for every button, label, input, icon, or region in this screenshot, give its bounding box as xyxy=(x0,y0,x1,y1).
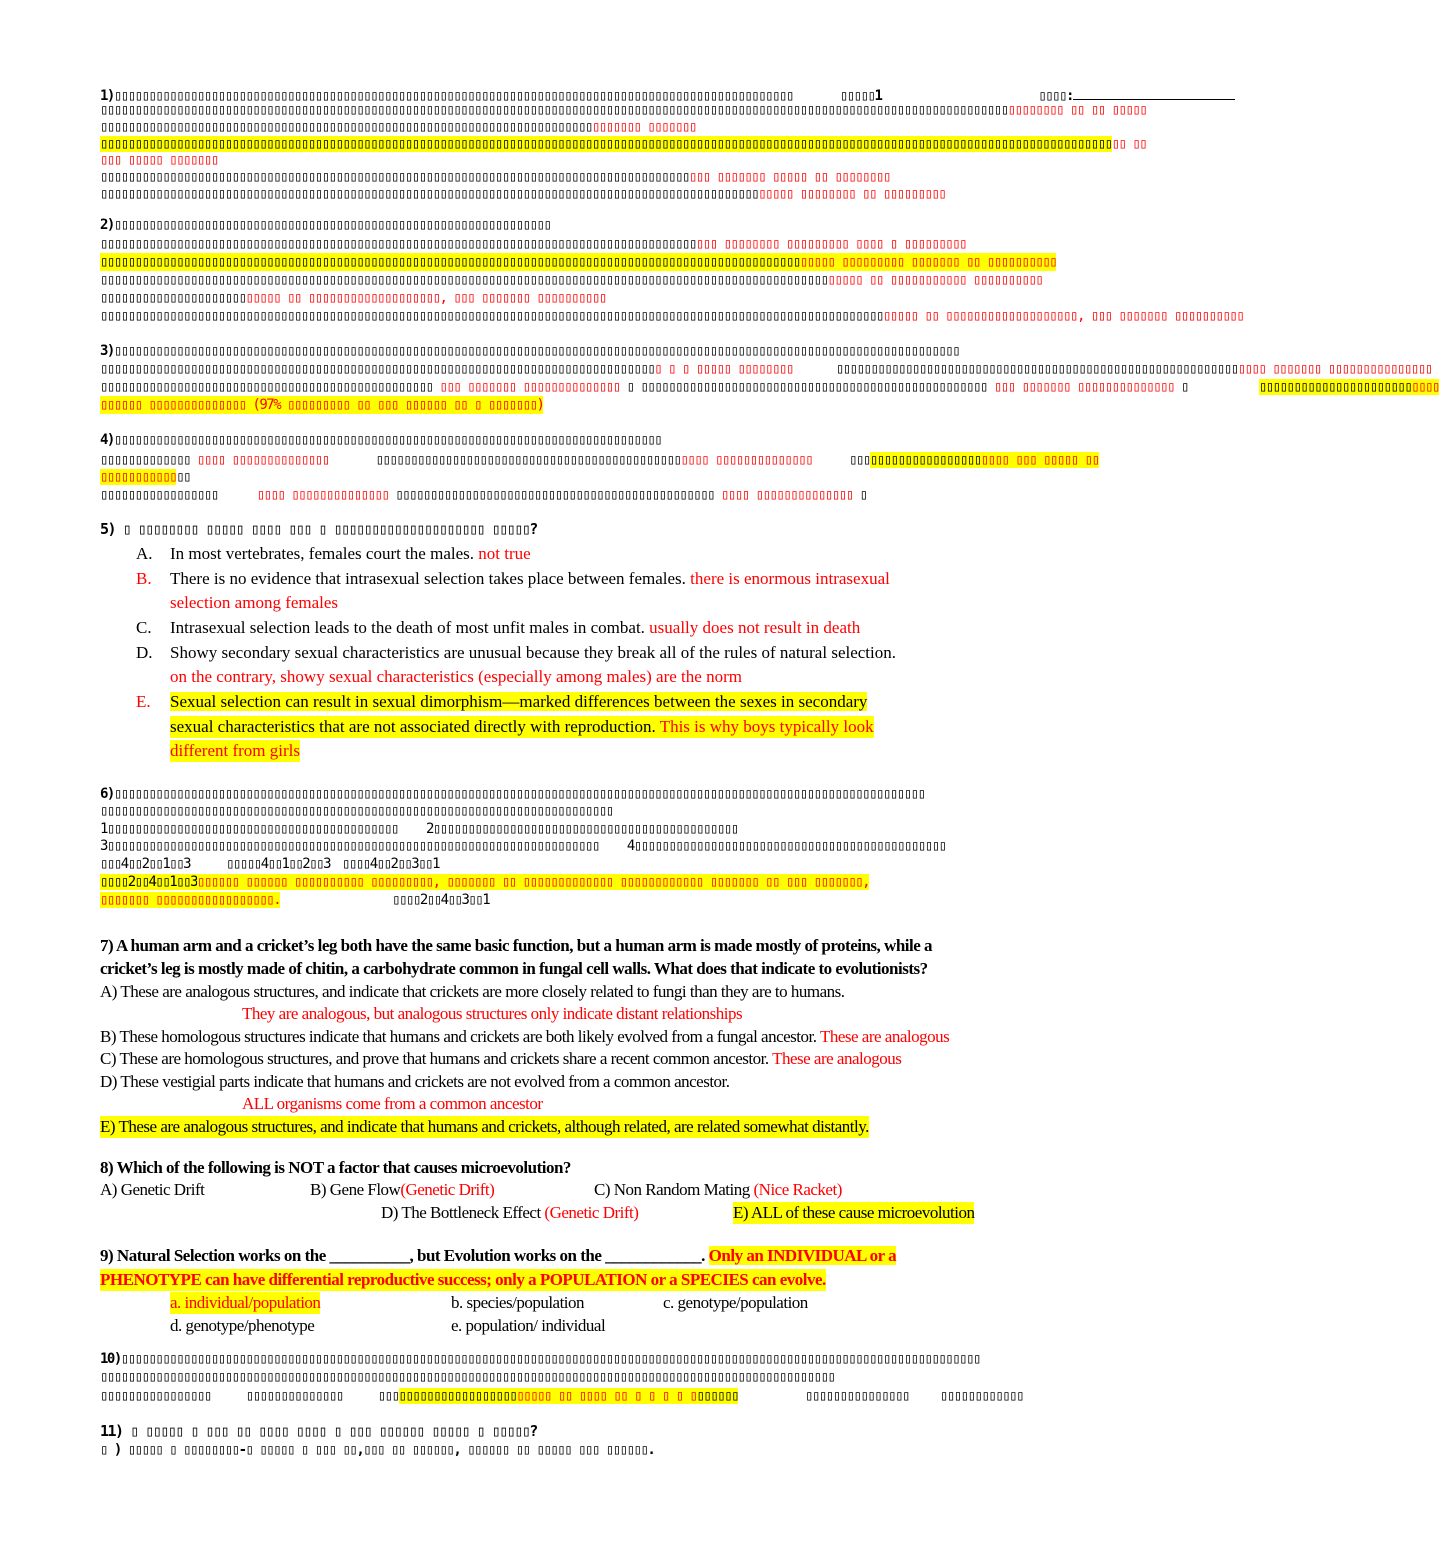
q5-title: 5) ▯ ▯▯▯▯▯▯▯▯ ▯▯▯▯▯ ▯▯▯▯ ▯▯▯ ▯ ▯▯▯▯▯▯▯▯▯▯▯▯▯▯▯▯▯▯▯▯ ▯▯▯▯▯? xyxy=(100,520,537,538)
q4-options-row2: ▯▯▯▯▯▯▯▯▯▯▯▯▯▯▯▯▯ ▯▯▯▯ ▯▯▯▯▯▯▯▯▯▯▯▯▯▯ ▯▯▯▯▯▯▯▯▯▯▯▯▯▯▯▯▯▯▯▯▯▯▯▯▯▯▯▯▯▯▯▯▯▯▯▯▯▯▯▯▯▯▯▯▯▯ ▯▯▯▯ ▯▯▯▯▯▯▯▯▯▯▯▯▯▯ ▯ xyxy=(100,487,867,503)
q6-title: 6)▯▯▯▯▯▯▯▯▯▯▯▯▯▯▯▯▯▯▯▯▯▯▯▯▯▯▯▯▯▯▯▯▯▯▯▯▯▯▯▯▯▯▯▯▯▯▯▯▯▯▯▯▯▯▯▯▯▯▯▯▯▯▯▯▯▯▯▯▯▯▯▯▯▯▯▯▯▯▯▯▯▯▯▯▯▯▯▯▯▯▯▯▯▯▯▯▯▯▯▯▯▯▯▯▯▯▯▯▯▯▯▯▯▯▯▯▯ xyxy=(100,786,925,802)
q7-option-a: A) These are analogous structures, and indicate that crickets are more closely related to fungi than they are to humans. xyxy=(100,982,845,1001)
q2-option-d: ▯▯▯▯▯▯▯▯▯▯▯▯▯▯▯▯▯▯▯▯▯▯▯▯▯▯ ▯▯ ▯▯▯▯▯▯▯▯▯▯▯▯▯▯▯▯▯▯▯, ▯▯▯ ▯▯▯▯▯▯▯ ▯▯▯▯▯▯▯▯▯▯ xyxy=(100,290,606,306)
q1-a-note: ▯▯▯▯▯▯▯▯ ▯▯ ▯▯ ▯▯▯▯▯ xyxy=(1007,102,1147,118)
q7-title2: cricket’s leg is mostly made of chitin, a carbohydrate common in fungal cell walls. What does that indicate to evolutionists? xyxy=(100,959,928,978)
q7-option-e: E) These are analogous structures, and indicate that humans and crickets, although related, are related somewhat distantly. xyxy=(100,1117,869,1136)
q3-c-note: ▯▯▯ ▯▯▯▯▯▯▯ ▯▯▯▯▯▯▯▯▯▯▯▯▯▯ xyxy=(439,379,620,395)
q1-option-e: ▯▯▯▯▯▯▯▯▯▯▯▯▯▯▯▯▯▯▯▯▯▯▯▯▯▯▯▯▯▯▯▯▯▯▯▯▯▯▯▯▯▯▯▯▯▯▯▯▯▯▯▯▯▯▯▯▯▯▯▯▯▯▯▯▯▯▯▯▯▯▯▯▯▯▯▯▯▯▯▯▯▯▯▯▯▯▯▯▯▯▯▯▯▯▯▯▯▯▯▯ ▯▯▯▯▯▯▯▯ ▯▯ ▯▯▯▯▯▯▯▯▯ xyxy=(100,186,946,202)
q6-option-d: ▯▯▯▯2▯▯4▯▯1▯▯3▯▯▯▯▯▯ ▯▯▯▯▯▯ ▯▯▯▯▯▯▯▯▯▯ ▯▯▯▯▯▯▯▯▯, ▯▯▯▯▯▯▯ ▯▯ ▯▯▯▯▯▯▯▯▯▯▯▯▯ ▯▯▯▯▯▯▯▯▯▯▯▯ ▯▯▯▯▯▯▯ ▯▯ ▯▯▯ ▯▯▯▯▯▯▯, xyxy=(100,874,870,890)
q5-c-note: usually does not result in death xyxy=(649,618,861,637)
q6-items-row2: 3▯▯▯▯▯▯▯▯▯▯▯▯▯▯▯▯▯▯▯▯▯▯▯▯▯▯▯▯▯▯▯▯▯▯▯▯▯▯▯▯▯▯▯▯▯▯▯▯▯▯▯▯▯▯▯▯▯▯▯▯▯▯▯▯▯▯▯▯▯▯▯ 4▯▯▯▯▯▯▯▯▯▯▯▯▯▯▯▯▯▯▯▯▯▯▯▯▯▯▯▯▯▯▯▯▯▯▯▯▯▯▯▯▯▯▯▯▯ xyxy=(100,838,946,854)
q9-title: 9) Natural Selection works on the __________, but Evolution works on the ____________. Only an INDIVIDUAL or a xyxy=(100,1246,897,1265)
q2-d-note: ▯▯▯▯▯ ▯▯ ▯▯▯▯▯▯▯▯▯▯▯▯▯▯▯▯▯▯▯, ▯▯▯ ▯▯▯▯▯▯▯ ▯▯▯▯▯▯▯▯▯▯ xyxy=(245,290,606,306)
q5-option-b: B. There is no evidence that intrasexual selection takes place between females. there is enormous intrasexual xyxy=(136,569,890,588)
q8-option-d: D) The Bottleneck Effect (Genetic Drift) xyxy=(381,1203,639,1222)
q6-option-e: ▯▯▯▯▯▯▯ ▯▯▯▯▯▯▯▯▯▯▯▯▯▯▯▯▯. ▯▯▯▯2▯▯4▯▯3▯▯1 xyxy=(100,892,490,908)
q4-title: 4)▯▯▯▯▯▯▯▯▯▯▯▯▯▯▯▯▯▯▯▯▯▯▯▯▯▯▯▯▯▯▯▯▯▯▯▯▯▯▯▯▯▯▯▯▯▯▯▯▯▯▯▯▯▯▯▯▯▯▯▯▯▯▯▯▯▯▯▯▯▯▯▯▯▯▯▯▯▯▯ xyxy=(100,432,662,448)
q5-e-note: This is why boys typically look xyxy=(659,717,874,736)
q3-title: 3)▯▯▯▯▯▯▯▯▯▯▯▯▯▯▯▯▯▯▯▯▯▯▯▯▯▯▯▯▯▯▯▯▯▯▯▯▯▯▯▯▯▯▯▯▯▯▯▯▯▯▯▯▯▯▯▯▯▯▯▯▯▯▯▯▯▯▯▯▯▯▯▯▯▯▯▯▯▯▯▯▯▯▯▯▯▯▯▯▯▯▯▯▯▯▯▯▯▯▯▯▯▯▯▯▯▯▯▯▯▯▯▯▯▯▯▯▯▯▯▯▯▯ xyxy=(100,343,960,359)
q6-d-note: ▯▯▯▯▯▯ ▯▯▯▯▯▯ ▯▯▯▯▯▯▯▯▯▯ ▯▯▯▯▯▯▯▯▯, ▯▯▯▯▯▯▯ ▯▯ ▯▯▯▯▯▯▯▯▯▯▯▯▯ ▯▯▯▯▯▯▯▯▯▯▯▯ ▯▯▯▯▯▯▯ ▯▯ ▯▯▯ ▯▯▯▯▯▯▯, xyxy=(197,874,870,890)
q5-d-note: on the contrary, showy sexual characteristics (especially among males) are the norm xyxy=(170,667,742,686)
q5-b-note: there is enormous intrasexual xyxy=(690,569,890,588)
q8-c-note: (Nice Racket) xyxy=(753,1180,842,1199)
q6-d-note2: ▯▯▯▯▯▯▯ ▯▯▯▯▯▯▯▯▯▯▯▯▯▯▯▯▯. xyxy=(100,892,281,908)
q1-d-note: ▯▯▯ ▯▯▯▯▯▯▯ ▯▯▯▯▯ ▯▯ ▯▯▯▯▯▯▯▯ xyxy=(688,169,890,185)
q9-title2: PHENOTYPE can have differential reproductive success; only a POPULATION or a SPECIES can evolve. xyxy=(100,1270,826,1289)
q1-c-note: ▯▯ ▯▯ xyxy=(1111,136,1147,152)
q3-a-note: ▯ ▯ ▯ ▯▯▯▯▯ ▯▯▯▯▯▯▯▯ xyxy=(654,361,793,377)
q2-c-note: ▯▯▯▯▯ ▯▯ ▯▯▯▯▯▯▯▯▯▯▯ ▯▯▯▯▯▯▯▯▯▯ xyxy=(827,272,1043,288)
q8-option-a: A) Genetic Drift xyxy=(100,1180,205,1199)
q6-items-row1: 1▯▯▯▯▯▯▯▯▯▯▯▯▯▯▯▯▯▯▯▯▯▯▯▯▯▯▯▯▯▯▯▯▯▯▯▯▯▯▯▯▯▯ 2▯▯▯▯▯▯▯▯▯▯▯▯▯▯▯▯▯▯▯▯▯▯▯▯▯▯▯▯▯▯▯▯▯▯▯▯▯▯▯▯▯▯▯▯ xyxy=(100,821,738,837)
q7-b-note: These are analogous xyxy=(819,1027,950,1046)
q8-option-e: E) ALL of these cause microevolution xyxy=(733,1203,975,1222)
q3-option-cde: ▯▯▯▯▯▯▯▯▯▯▯▯▯▯▯▯▯▯▯▯▯▯▯▯▯▯▯▯▯▯▯▯▯▯▯▯▯▯▯▯▯▯▯▯▯▯▯▯ ▯▯▯ ▯▯▯▯▯▯▯ ▯▯▯▯▯▯▯▯▯▯▯▯▯▯ ▯ ▯▯▯▯▯▯▯▯▯▯▯▯▯▯▯▯▯▯▯▯▯▯▯▯▯▯▯▯▯▯▯▯▯▯▯▯▯▯▯▯▯▯▯▯▯▯▯▯▯▯ ▯▯▯ ▯▯▯▯▯▯▯ ▯▯▯▯▯▯▯▯▯▯▯▯▯▯ ▯ ▯▯▯▯▯▯▯▯▯▯▯▯▯▯▯▯▯▯▯▯▯▯▯▯▯▯ xyxy=(100,379,1439,395)
q1-option-d: ▯▯▯▯▯▯▯▯▯▯▯▯▯▯▯▯▯▯▯▯▯▯▯▯▯▯▯▯▯▯▯▯▯▯▯▯▯▯▯▯▯▯▯▯▯▯▯▯▯▯▯▯▯▯▯▯▯▯▯▯▯▯▯▯▯▯▯▯▯▯▯▯▯▯▯▯▯▯▯▯▯▯▯▯▯▯▯▯ ▯▯▯▯▯▯▯ ▯▯▯▯▯ ▯▯ ▯▯▯▯▯▯▯▯ xyxy=(100,169,890,185)
q11-title: 11) ▯ ▯▯▯▯▯ ▯ ▯▯▯ ▯▯ ▯▯▯▯ ▯▯▯▯ ▯ ▯▯▯ ▯▯▯▯▯▯ ▯▯▯▯▯ ▯ ▯▯▯▯▯? xyxy=(100,1422,537,1440)
q6-options-row: ▯▯▯4▯▯2▯▯1▯▯3 ▯▯▯▯▯4▯▯1▯▯2▯▯3 ▯▯▯▯4▯▯2▯▯3▯▯1 xyxy=(100,856,440,872)
q3-e-note2: ▯▯▯▯▯▯ ▯▯▯▯▯▯▯▯▯▯▯▯▯▯ (97% ▯▯▯▯▯▯▯▯▯ ▯▯ ▯▯▯ ▯▯▯▯▯▯ ▯▯ ▯ ▯▯▯▯▯▯▯) xyxy=(100,397,544,413)
q3-option-ab: ▯▯▯▯▯▯▯▯▯▯▯▯▯▯▯▯▯▯▯▯▯▯▯▯▯▯▯▯▯▯▯▯▯▯▯▯▯▯▯▯▯▯▯▯▯▯▯▯▯▯▯▯▯▯▯▯▯▯▯▯▯▯▯▯▯▯▯▯▯▯▯▯▯▯▯▯▯▯▯▯▯ ▯ ▯ ▯▯▯▯▯ ▯▯▯▯▯▯▯▯ ▯▯▯▯▯▯▯▯▯▯▯▯▯▯▯▯▯▯▯▯▯▯▯▯▯▯▯▯▯▯▯▯▯▯▯▯▯▯▯▯▯▯▯▯▯▯▯▯▯▯▯▯▯▯▯▯▯▯▯▯▯▯ ▯▯▯▯▯▯▯ ▯▯▯▯▯▯▯▯▯▯▯▯▯▯▯ xyxy=(100,361,1432,377)
q1-option-b: ▯▯▯▯▯▯▯▯▯▯▯▯▯▯▯▯▯▯▯▯▯▯▯▯▯▯▯▯▯▯▯▯▯▯▯▯▯▯▯▯▯▯▯▯▯▯▯▯▯▯▯▯▯▯▯▯▯▯▯▯▯▯▯▯▯▯▯▯▯▯▯▯▯▯▯▯▯▯ ▯▯▯▯▯▯▯ xyxy=(100,119,696,135)
q9-option-e: e. population/ individual xyxy=(451,1316,606,1335)
q7-option-d: D) These vestigial parts indicate that humans and crickets are not evolved from a common ancestor. xyxy=(100,1072,730,1091)
q2-option-c: ▯▯▯▯▯▯▯▯▯▯▯▯▯▯▯▯▯▯▯▯▯▯▯▯▯▯▯▯▯▯▯▯▯▯▯▯▯▯▯▯▯▯▯▯▯▯▯▯▯▯▯▯▯▯▯▯▯▯▯▯▯▯▯▯▯▯▯▯▯▯▯▯▯▯▯▯▯▯▯▯▯▯▯▯▯▯▯▯▯▯▯▯▯▯▯▯▯▯▯▯▯▯▯▯▯▯▯▯▯▯ ▯▯ ▯▯▯▯▯▯▯▯▯▯▯ ▯▯▯▯▯▯▯▯▯▯ xyxy=(100,272,1043,288)
q5-e-cont: sexual characteristics that are not associated directly with reproduction. This is why boys typically look xyxy=(170,717,874,736)
q9-option-c: c. genotype/population xyxy=(663,1293,808,1312)
q9-option-b: b. species/population xyxy=(451,1293,585,1312)
q8-option-b: B) Gene Flow(Genetic Drift) xyxy=(310,1180,495,1199)
q2-b-note: ▯▯▯▯▯ ▯▯▯▯▯▯▯▯▯ ▯▯▯▯▯▯▯ ▯▯ ▯▯▯▯▯▯▯▯▯▯ xyxy=(799,254,1057,270)
q4-c-note: ▯▯▯▯ ▯▯▯ ▯▯▯▯▯ ▯▯ xyxy=(980,452,1099,468)
name-blank[interactable] xyxy=(1073,83,1235,100)
q2-option-e: ▯▯▯▯▯▯▯▯▯▯▯▯▯▯▯▯▯▯▯▯▯▯▯▯▯▯▯▯▯▯▯▯▯▯▯▯▯▯▯▯▯▯▯▯▯▯▯▯▯▯▯▯▯▯▯▯▯▯▯▯▯▯▯▯▯▯▯▯▯▯▯▯▯▯▯▯▯▯▯▯▯▯▯▯▯▯▯▯▯▯▯▯▯▯▯▯▯▯▯▯▯▯▯▯▯▯▯▯▯▯▯▯▯▯▯▯▯▯ ▯▯ ▯▯▯▯▯▯▯▯▯▯▯▯▯▯▯▯▯▯▯, ▯▯▯ ▯▯▯▯▯▯▯ ▯▯▯▯▯▯▯▯▯▯ xyxy=(100,308,1244,324)
q7-d-note: ALL organisms come from a common ancestor xyxy=(242,1094,543,1113)
q5-option-c: C. Intrasexual selection leads to the death of most unfit males in combat. usually does not result in death xyxy=(136,618,861,637)
q7-a-note: They are analogous, but analogous structures only indicate distant relationships xyxy=(242,1004,743,1023)
q1-title: 1)▯▯▯▯▯▯▯▯▯▯▯▯▯▯▯▯▯▯▯▯▯▯▯▯▯▯▯▯▯▯▯▯▯▯▯▯▯▯▯▯▯▯▯▯▯▯▯▯▯▯▯▯▯▯▯▯▯▯▯▯▯▯▯▯▯▯▯▯▯▯▯▯▯▯▯▯▯▯▯▯▯▯▯▯▯▯▯▯▯▯▯▯▯▯▯▯▯▯ xyxy=(100,88,793,104)
q5-b-note2: selection among females xyxy=(170,593,339,612)
q10-title: 10)▯▯▯▯▯▯▯▯▯▯▯▯▯▯▯▯▯▯▯▯▯▯▯▯▯▯▯▯▯▯▯▯▯▯▯▯▯▯▯▯▯▯▯▯▯▯▯▯▯▯▯▯▯▯▯▯▯▯▯▯▯▯▯▯▯▯▯▯▯▯▯▯▯▯▯▯▯▯▯▯▯▯▯▯▯▯▯▯▯▯▯▯▯▯▯▯▯▯▯▯▯▯▯▯▯▯▯▯▯▯▯▯▯▯▯▯▯▯▯▯▯▯▯▯ xyxy=(100,1351,980,1367)
q10-c-note: ▯▯▯▯▯ ▯▯ ▯▯▯▯ ▯▯ ▯ ▯ ▯ ▯ ▯ xyxy=(516,1388,697,1404)
q3-b-note: ▯▯▯▯ ▯▯▯▯▯▯▯ ▯▯▯▯▯▯▯▯▯▯▯▯▯▯▯ xyxy=(1237,361,1432,377)
q8-title: 8) Which of the following is NOT a factor that causes microevolution? xyxy=(100,1158,571,1177)
q9-option-d: d. genotype/phenotype xyxy=(170,1316,315,1335)
q5-a-note: not true xyxy=(478,544,531,563)
q4-options-row1: ▯▯▯▯▯▯▯▯▯▯▯▯▯ ▯▯▯▯ ▯▯▯▯▯▯▯▯▯▯▯▯▯▯ ▯▯▯▯▯▯▯▯▯▯▯▯▯▯▯▯▯▯▯▯▯▯▯▯▯▯▯▯▯▯▯▯▯▯▯▯▯▯▯▯▯▯▯▯▯▯▯▯ ▯▯▯▯▯▯▯▯▯▯▯▯▯▯ ▯▯▯▯▯▯▯▯▯▯▯▯▯▯▯▯▯▯▯▯▯▯▯ ▯▯▯ ▯▯▯▯▯ ▯▯ xyxy=(100,452,1099,468)
q7-title: 7) A human arm and a cricket’s leg both have the same basic function, but a human arm is made mostly of proteins, while a xyxy=(100,936,933,955)
q1-c-note2: ▯▯▯ ▯▯▯▯▯ ▯▯▯▯▯▯▯ xyxy=(100,152,218,168)
q1-e-note: ▯▯▯▯▯ ▯▯▯▯▯▯▯▯ ▯▯ ▯▯▯▯▯▯▯▯▯ xyxy=(758,186,946,202)
q4-c-cont: ▯▯▯▯▯▯▯▯▯▯▯▯▯ xyxy=(100,469,191,485)
q8-option-c: C) Non Random Mating (Nice Racket) xyxy=(594,1180,842,1199)
q11-option-a: ▯ ) ▯▯▯▯▯ ▯ ▯▯▯▯▯▯▯▯-▯ ▯▯▯▯▯ ▯ ▯▯▯ ▯▯,▯▯▯ ▯▯ ▯▯▯▯▯▯, ▯▯▯▯▯▯ ▯▯ ▯▯▯▯▯ ▯▯▯ ▯▯▯▯▯▯. xyxy=(100,1442,655,1458)
q2-e-note: ▯▯▯▯▯ ▯▯ ▯▯▯▯▯▯▯▯▯▯▯▯▯▯▯▯▯▯▯, ▯▯▯ ▯▯▯▯▯▯▯ ▯▯▯▯▯▯▯▯▯▯ xyxy=(882,308,1244,324)
q3-d-note: ▯▯▯ ▯▯▯▯▯▯▯ ▯▯▯▯▯▯▯▯▯▯▯▯▯▯ xyxy=(993,379,1175,395)
q7-c-note: These are analogous xyxy=(772,1049,902,1068)
q2-option-b: ▯▯▯▯▯▯▯▯▯▯▯▯▯▯▯▯▯▯▯▯▯▯▯▯▯▯▯▯▯▯▯▯▯▯▯▯▯▯▯▯▯▯▯▯▯▯▯▯▯▯▯▯▯▯▯▯▯▯▯▯▯▯▯▯▯▯▯▯▯▯▯▯▯▯▯▯▯▯▯▯▯▯▯▯▯▯▯▯▯▯▯▯▯▯▯▯▯▯▯▯▯▯▯▯▯▯ ▯▯▯▯▯▯▯▯▯ ▯▯▯▯▯▯▯ ▯▯ ▯▯▯▯▯▯▯▯▯▯ xyxy=(100,254,1057,270)
q2-title: 2)▯▯▯▯▯▯▯▯▯▯▯▯▯▯▯▯▯▯▯▯▯▯▯▯▯▯▯▯▯▯▯▯▯▯▯▯▯▯▯▯▯▯▯▯▯▯▯▯▯▯▯▯▯▯▯▯▯▯▯▯▯▯▯ xyxy=(100,217,551,233)
q3-e-note: ▯▯▯▯ xyxy=(1411,379,1439,395)
q1-version: ▯▯▯▯▯1 xyxy=(839,88,882,104)
q1-name-label: ▯▯▯▯: xyxy=(1038,88,1073,104)
q4-a-note: ▯▯▯▯ ▯▯▯▯▯▯▯▯▯▯▯▯▯▯ xyxy=(197,452,329,468)
q5-e-note2: different from girls xyxy=(170,741,300,760)
q10-title2: ▯▯▯▯▯▯▯▯▯▯▯▯▯▯▯▯▯▯▯▯▯▯▯▯▯▯▯▯▯▯▯▯▯▯▯▯▯▯▯▯▯▯▯▯▯▯▯▯▯▯▯▯▯▯▯▯▯▯▯▯▯▯▯▯▯▯▯▯▯▯▯▯▯▯▯▯▯▯▯▯▯▯▯▯▯▯▯▯▯▯▯▯▯▯▯▯▯▯▯▯▯▯▯▯▯▯ xyxy=(100,1369,835,1385)
q1-option-a: ▯▯▯▯▯▯▯▯▯▯▯▯▯▯▯▯▯▯▯▯▯▯▯▯▯▯▯▯▯▯▯▯▯▯▯▯▯▯▯▯▯▯▯▯▯▯▯▯▯▯▯▯▯▯▯▯▯▯▯▯▯▯▯▯▯▯▯▯▯▯▯▯▯▯▯▯▯▯▯▯▯▯▯▯▯▯▯▯▯▯▯▯▯▯▯▯▯▯▯▯▯▯▯▯▯▯▯▯▯▯▯▯▯▯▯▯▯▯▯▯▯▯▯▯▯▯▯▯▯▯▯▯▯▯▯▯▯▯▯ ▯▯ ▯▯ ▯▯▯▯▯ xyxy=(100,102,1147,118)
q7-option-b: B) These homologous structures indicate that humans and crickets are both likely evolved from a fungal ancestor. These are analogous xyxy=(100,1027,950,1046)
q5-option-a: A. In most vertebrates, females court the males. not true xyxy=(136,544,531,563)
q9-note: Only an INDIVIDUAL or a xyxy=(708,1246,897,1265)
q1-option-c: ▯▯▯▯▯▯▯▯▯▯▯▯▯▯▯▯▯▯▯▯▯▯▯▯▯▯▯▯▯▯▯▯▯▯▯▯▯▯▯▯▯▯▯▯▯▯▯▯▯▯▯▯▯▯▯▯▯▯▯▯▯▯▯▯▯▯▯▯▯▯▯▯▯▯▯▯▯▯▯▯▯▯▯▯▯▯▯▯▯▯▯▯▯▯▯▯▯▯▯▯▯▯▯▯▯▯▯▯▯▯▯▯▯▯▯▯▯▯▯▯▯▯▯▯▯▯▯▯▯▯▯▯▯▯▯▯▯▯▯▯▯▯▯▯▯▯▯▯ ▯▯ xyxy=(100,136,1147,152)
q1-b-note: ▯▯▯▯▯▯▯ ▯▯▯▯▯▯▯ xyxy=(591,119,696,135)
q9-option-a: a. individual/population xyxy=(170,1293,321,1312)
q2-option-a: ▯▯▯▯▯▯▯▯▯▯▯▯▯▯▯▯▯▯▯▯▯▯▯▯▯▯▯▯▯▯▯▯▯▯▯▯▯▯▯▯▯▯▯▯▯▯▯▯▯▯▯▯▯▯▯▯▯▯▯▯▯▯▯▯▯▯▯▯▯▯▯▯▯▯▯▯▯▯▯▯▯▯▯▯▯▯▯▯▯ ▯▯▯▯▯▯▯▯ ▯▯▯▯▯▯▯▯▯ ▯▯▯▯ ▯ ▯▯▯▯▯▯▯▯▯ xyxy=(100,236,967,252)
q10-options: ▯▯▯▯▯▯▯▯▯▯▯▯▯▯▯▯ ▯▯▯▯▯▯▯▯▯▯▯▯▯▯ ▯▯▯▯▯▯▯▯▯▯▯▯▯▯▯▯▯▯▯▯▯▯▯▯▯ ▯▯ ▯▯▯▯ ▯▯ ▯ ▯ ▯ ▯ ▯▯▯▯▯▯▯ ▯▯▯▯▯▯▯▯▯▯▯▯▯▯▯ ▯▯▯▯▯▯▯▯▯▯▯▯ xyxy=(100,1388,1024,1404)
q5-option-d: D. Showy secondary sexual characteristics are unusual because they break all of the rules of natural selection. xyxy=(136,643,896,662)
q4-e-note: ▯▯▯▯ ▯▯▯▯▯▯▯▯▯▯▯▯▯▯ xyxy=(721,487,853,503)
q8-b-note: (Genetic Drift) xyxy=(400,1180,495,1199)
q2-a-note: ▯▯▯ ▯▯▯▯▯▯▯▯ ▯▯▯▯▯▯▯▯▯ ▯▯▯▯ ▯ ▯▯▯▯▯▯▯▯▯ xyxy=(695,236,967,252)
q4-b-note: ▯▯▯▯ ▯▯▯▯▯▯▯▯▯▯▯▯▯▯ xyxy=(680,452,813,468)
q4-d-note: ▯▯▯▯ ▯▯▯▯▯▯▯▯▯▯▯▯▯▯ xyxy=(256,487,389,503)
q7-option-c: C) These are homologous structures, and prove that humans and crickets share a recent common ancestor. These are analogous xyxy=(100,1049,902,1068)
q5-option-e: E. Sexual selection can result in sexual dimorphism—marked differences between the sexes in secondary xyxy=(136,692,868,711)
q8-d-note: (Genetic Drift) xyxy=(544,1203,639,1222)
q6-title2: ▯▯▯▯▯▯▯▯▯▯▯▯▯▯▯▯▯▯▯▯▯▯▯▯▯▯▯▯▯▯▯▯▯▯▯▯▯▯▯▯▯▯▯▯▯▯▯▯▯▯▯▯▯▯▯▯▯▯▯▯▯▯▯▯▯▯▯▯▯▯▯▯▯▯ xyxy=(100,803,613,819)
